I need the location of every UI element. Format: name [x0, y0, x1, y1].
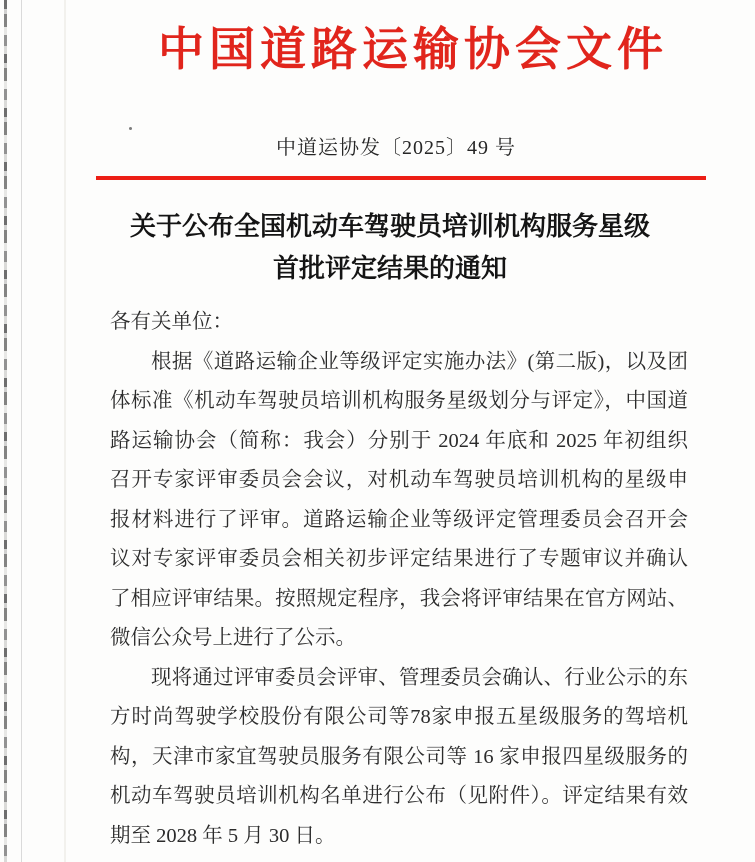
letterhead-org-title: 中国道路运输协会文件	[158, 24, 668, 75]
body-line: 微信公众号上进行了公示。	[110, 627, 356, 649]
body-line: 机动车驾驶员培训机构名单进行公布（见附件）。评定结果有效	[110, 785, 688, 807]
body-line: 期至 2028 年 5 月 30 日。	[110, 824, 336, 847]
document-title-line-1: 关于公布全国机动车驾驶员培训机构服务星级	[129, 212, 650, 241]
scan-speck-artifact	[129, 127, 132, 130]
body-line: 现将通过评审委员会评审、管理委员会确认、行业公示的东	[151, 666, 688, 689]
body-line: 体标准《机动车驾驶员培训机构服务星级划分与评定》，中国道	[110, 390, 688, 412]
red-divider-line	[96, 176, 706, 180]
scan-edge-artifact	[4, 0, 7, 862]
body-line: 报材料进行了评审。道路运输企业等级评定管理委员会召开会	[110, 508, 688, 531]
document-number: 中道运协发〔2025〕49 号	[276, 137, 516, 159]
scan-fold-line	[64, 0, 66, 862]
scan-fold-line	[21, 0, 22, 862]
body-line: 方时尚驾驶学校股份有限公司等78家申报五星级服务的驾培机	[110, 706, 688, 728]
body-salutation: 各有关单位：	[110, 311, 233, 333]
document-title	[90, 206, 690, 290]
body-line: 了相应评审结果。按照规定程序，我会将评审结果在官方网站、	[110, 587, 688, 610]
document-body	[110, 303, 688, 856]
body-line: 路运输协会（简称：我会）分别于 2024 年底和 2025 年初组织	[110, 429, 688, 452]
body-line: 构，天津市家宜驾驶员服务有限公司等 16 家申报四星级服务的	[110, 745, 688, 768]
body-line: 召开专家评审委员会会议，对机动车驾驶员培训机构的星级申	[110, 469, 688, 491]
document-title-line-2: 首批评定结果的通知	[272, 254, 507, 283]
body-line: 议对专家评审委员会相关初步评定结果进行了专题审议并确认	[110, 548, 688, 570]
body-line: 根据《道路运输企业等级评定实施办法》(第二版)，以及团	[151, 350, 688, 373]
